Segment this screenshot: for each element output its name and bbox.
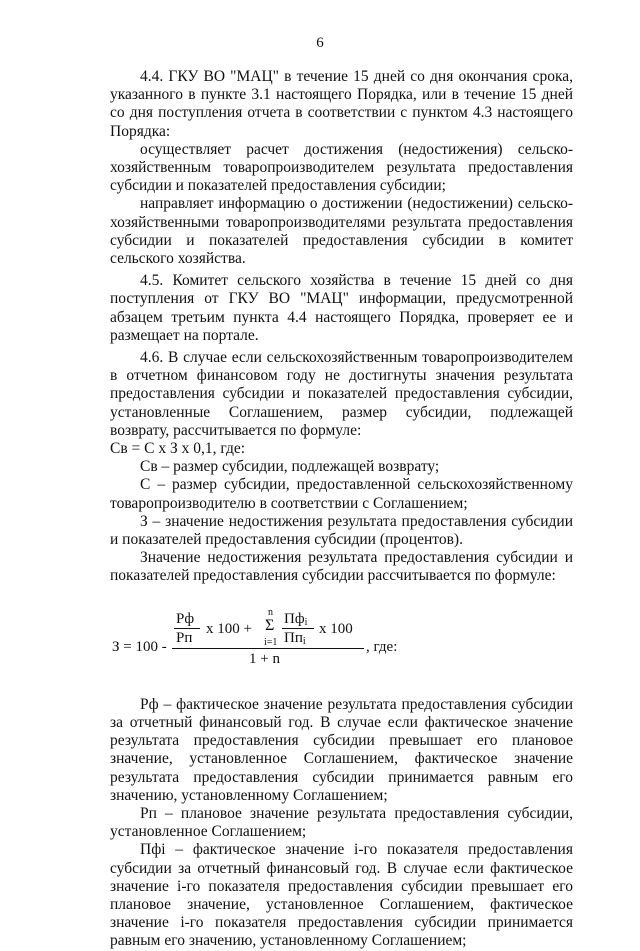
formula-sum-top: n <box>268 606 273 618</box>
formula-where: , где: <box>366 638 398 655</box>
paragraph-4-5: 4.5. Комитет сельского хозяйства в течение 15 дней со дня поступления от ГКУ ВО "МАЦ" информации, предусмотренной абзацем третьим пункта 4.4 настоящего Порядка, проверяет ее и размещает на портале. <box>110 272 573 344</box>
formula-sum-bottom: i=1 <box>264 636 278 648</box>
formula-return: Св = С х З х 0,1, где: <box>110 440 246 458</box>
formula-rp: Рп <box>176 629 193 646</box>
formula-lhs: З = 100 - <box>112 638 167 655</box>
paragraph-4-4: 4.4. ГКУ ВО "МАЦ" в течение 15 дней со дня окончания срока, указанного в пункте 3.1 настоящего Порядка, или в течение 15 дней со дня поступления отчета в соответствии с пунктом 4.3 настоящего Порядка: <box>110 68 573 140</box>
definition-s: С – размер субсидии, предоставленной сельскохозяйственному товаропроизводителю в соответствии с Соглашением; <box>110 476 573 512</box>
formula-denominator: 1 + n <box>249 650 280 667</box>
page-number: 6 <box>316 35 324 51</box>
formula-pf: $Пф_i$ <box>284 610 308 628</box>
paragraph-4-6: 4.6. В случае если сельскохозяйственным товаропроизводителем в отчетном финансовом году не достигнуты значения результата предоставления субсидии и показателей предоставления субсидии, установленные Соглашением, размер субсидии, подлежащей возврату, рассчитывается по формуле: <box>110 349 573 439</box>
formula-times-plus: x 100 + <box>206 620 252 637</box>
formula-rf: Рф <box>176 610 195 627</box>
formula-nondelivery <box>110 608 573 684</box>
definition-z: З – значение недостижения результата предоставления субсидии и показателей предоставления субсидии (процентов). <box>110 512 573 549</box>
paragraph-formula-intro: Значение недостижения результата предоставления субсидии и показателей предоставления субсидии рассчитывается по формуле: <box>110 549 573 585</box>
formula-pp: $Пп_i$ <box>284 629 306 647</box>
definition-sv: Св – размер субсидии, подлежащей возврату; <box>140 458 440 476</box>
paragraph-info: направляет информацию о достижении (недостижении) сельско-хозяйственными товаропроизводителями результата предоставления субсидии и показателей предоставления субсидии в комитет сельского хозяйства. <box>110 195 573 268</box>
definition-rf: Рф – фактическое значение результата предоставления субсидии за отчетный финансовый год. В случае если фактическое значение результата предоставления субсидии превышает его плановое значение, установленное Соглашением, фактическое значение результата предоставления субсидии принимается равным его значению, установленному Соглашением; <box>110 695 573 804</box>
definition-pf: Пфi – фактическое значение i-го показателя предоставления субсидии за отчетный финансовый год. В случае если фактическое значение i-го показателя предоставления субсидии превышает его плановое значение, установленное Соглашением, фактическое значение i-го показателя предоставления субсидии принимается равным его значению, установленному Соглашением; <box>110 841 573 950</box>
definition-rp: Рп – плановое значение результата предоставления субсидии, установленное Соглашением; <box>110 804 573 841</box>
paragraph-calc: осуществляет расчет достижения (недостижения) сельско-хозяйственным товаропроизводителем результата предоставления субсидии и показателей предоставления субсидии; <box>110 140 573 195</box>
formula-times100: x 100 <box>319 620 353 637</box>
document-body <box>110 68 573 951</box>
formula-sum-icon: Σ <box>265 616 275 634</box>
